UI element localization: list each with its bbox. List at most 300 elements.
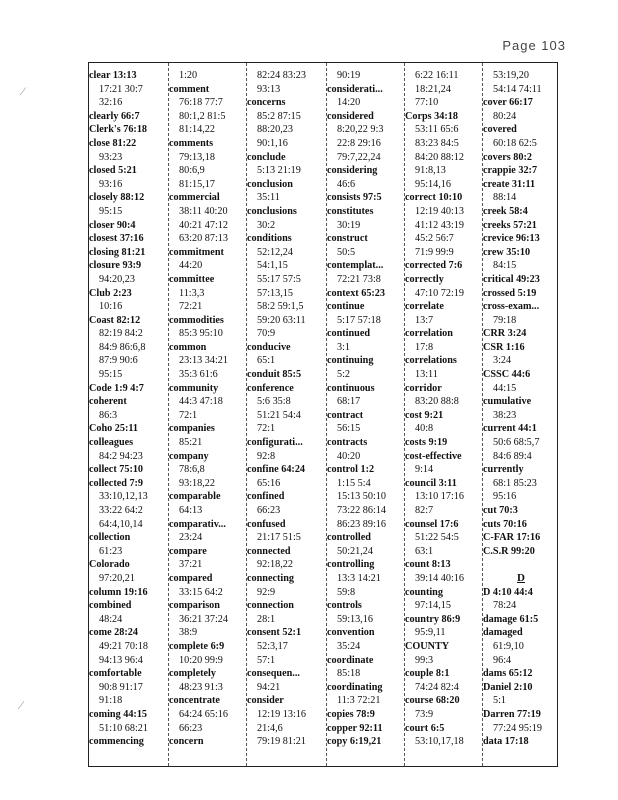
index-term: copper 92:11 — [327, 722, 383, 734]
index-term: continue — [327, 301, 365, 313]
index-term: cost 9:21 — [405, 409, 444, 421]
index-page-refs: 94:20,23 — [99, 273, 135, 285]
index-term: counsel 17:6 — [405, 518, 459, 530]
index-page-refs: 65:16 — [257, 477, 281, 489]
index-term: continuous — [327, 382, 375, 394]
index-term: conclude — [247, 151, 286, 163]
index-page-refs: 30:2 — [257, 219, 276, 231]
index-page-refs: 13:10 17:16 — [415, 491, 464, 503]
index-term: create 31:11 — [483, 178, 536, 190]
index-term: control 1:2 — [327, 464, 375, 476]
index-page-refs: 70:9 — [257, 328, 276, 340]
index-term: CRR 3:24 — [483, 328, 527, 340]
index-page-refs: 73:9 — [415, 708, 434, 720]
index-page-refs: 50:5 — [337, 246, 356, 258]
index-page-refs: 5:1 — [493, 695, 507, 707]
margin-scribble: ⁄ — [22, 84, 25, 98]
index-column-3 — [247, 63, 327, 766]
margin-scribble: ⁄ — [20, 698, 23, 712]
index-term: considering — [327, 165, 378, 177]
index-page-refs: 28:1 — [257, 613, 276, 625]
index-page-refs: 84:20 88:12 — [415, 151, 464, 163]
index-term: collected 7:9 — [89, 477, 144, 489]
index-page-refs: 44:3 47:18 — [179, 396, 223, 408]
index-term: creeks 57:21 — [483, 219, 537, 231]
index-term: counting — [405, 586, 443, 598]
index-page-refs: 79:13,18 — [179, 151, 215, 163]
index-page-refs: 99:3 — [415, 654, 434, 666]
index-page-refs: 64:4,10,14 — [99, 518, 143, 530]
index-page-refs: 12:19 13:16 — [257, 708, 306, 720]
index-page-refs: 86:23 89:16 — [337, 518, 386, 530]
index-page-refs: 90:19 — [337, 70, 361, 81]
index-term: C.S.R 99:20 — [483, 545, 535, 557]
index-page-refs: 32:16 — [99, 97, 123, 109]
index-page-refs: 95:9,11 — [415, 627, 446, 639]
index-page-refs: 87:9 90:6 — [99, 355, 138, 367]
index-page-refs: 83:20 88:8 — [415, 396, 459, 408]
index-page-refs: 61:9,10 — [493, 640, 524, 652]
index-term: coordinate — [327, 654, 374, 666]
index-page-refs: 11:3,3 — [179, 287, 205, 299]
index-page-refs: 97:14,15 — [415, 600, 451, 612]
index-page-refs: 14:20 — [337, 97, 361, 109]
index-spacer — [483, 558, 558, 572]
index-term: corrected 7:6 — [405, 260, 463, 272]
index-page-refs: 21:4,6 — [257, 722, 283, 734]
index-term: comparable — [169, 491, 221, 503]
index-term: currently — [483, 464, 524, 476]
index-page-refs: 92:9 — [257, 586, 276, 598]
index-page-refs: 63:20 87:13 — [179, 233, 228, 245]
index-term: crappie 32:7 — [483, 165, 538, 177]
index-term: country 86:9 — [405, 613, 461, 625]
index-page-refs: 18:21,24 — [415, 83, 451, 95]
index-page-refs: 57:13,15 — [257, 287, 293, 299]
index-page-refs: 40:8 — [415, 423, 434, 435]
index-term: conduit 85:5 — [247, 369, 302, 381]
index-term: connecting — [247, 572, 294, 584]
index-term: comments — [169, 137, 214, 149]
index-page-refs: 5:13 21:19 — [257, 165, 301, 177]
index-page-refs: 85:3 95:10 — [179, 328, 223, 340]
index-page-refs: 38:23 — [493, 409, 517, 421]
index-term: correct 10:10 — [405, 192, 463, 204]
index-term: cover 66:17 — [483, 97, 533, 109]
index-term: commencing — [89, 736, 144, 748]
index-term: conducive — [247, 341, 291, 353]
index-term: C-FAR 17:16 — [483, 532, 541, 544]
index-term: count 8:13 — [405, 559, 451, 571]
index-term: column 19:16 — [89, 586, 148, 598]
index-term: Clerk's 76:18 — [89, 124, 148, 136]
index-term: critical 49:23 — [483, 273, 540, 285]
index-term: comparativ... — [169, 518, 226, 530]
index-page-refs: 5:6 35:8 — [257, 396, 291, 408]
index-page-refs: 1:20 — [179, 70, 198, 81]
index-term: considered — [327, 110, 374, 122]
index-page-refs: 80:1,2 81:5 — [179, 110, 226, 122]
index-term: coordinating — [327, 681, 383, 693]
index-page-refs: 66:23 — [257, 505, 281, 516]
index-page-refs: 93:18,22 — [179, 477, 215, 489]
index-term: crew 35:10 — [483, 246, 531, 258]
index-page-refs: 68:1 85:23 — [493, 477, 537, 489]
index-term: completely — [169, 668, 216, 680]
index-page-refs: 66:23 — [179, 722, 203, 734]
index-term: compared — [169, 572, 213, 584]
index-term: compare — [169, 545, 207, 557]
index-page-refs: 74:24 82:4 — [415, 681, 459, 693]
index-page-refs: 8:20,22 9:3 — [337, 124, 384, 136]
index-term: constitutes — [327, 205, 374, 217]
index-page-refs: 40:21 47:12 — [179, 219, 228, 231]
index-page-refs: 72:21 — [179, 301, 203, 313]
index-term: connected — [247, 545, 291, 557]
index-term: copies 78:9 — [327, 708, 375, 720]
page-number: Page 103 — [502, 38, 566, 53]
index-page-refs: 52:12,24 — [257, 246, 293, 258]
index-term: companies — [169, 423, 215, 435]
index-page-refs: 92:8 — [257, 450, 276, 462]
index-term: copy 6:19,21 — [327, 736, 382, 748]
index-page-refs: 5:2 — [337, 369, 351, 381]
index-section-letter: D — [517, 571, 525, 584]
index-page-refs: 51:10 68:21 — [99, 722, 148, 734]
index-term: conclusions — [247, 205, 297, 217]
index-term: committee — [169, 273, 215, 285]
index-page-refs: 93:13 — [257, 83, 281, 95]
index-page-refs: 55:17 57:5 — [257, 273, 301, 285]
index-term: commodities — [169, 314, 224, 326]
index-page-refs: 96:4 — [493, 654, 512, 666]
index-term: contracts — [327, 437, 368, 449]
index-page-refs: 21:17 51:5 — [257, 532, 301, 544]
index-term: COUNTY — [405, 640, 450, 652]
index-page-refs: 38:11 40:20 — [179, 205, 228, 217]
index-term: cost-effective — [405, 450, 462, 462]
index-page-refs: 5:17 57:18 — [337, 314, 381, 326]
index-page-refs: 85:21 — [179, 437, 203, 449]
index-page-refs: 90:8 91:17 — [99, 681, 143, 693]
index-term: concerns — [247, 97, 286, 109]
index-page-refs: 61:23 — [99, 545, 123, 557]
index-term: cross-exam... — [483, 301, 540, 313]
index-page-refs: 44:20 — [179, 260, 203, 272]
index-page-refs: 80:24 — [493, 110, 517, 122]
index-term: CSSC 44:6 — [483, 369, 531, 381]
index-term: damaged — [483, 627, 523, 639]
index-term: confine 64:24 — [247, 464, 306, 476]
index-page-refs: 64:24 65:16 — [179, 708, 228, 720]
index-page-refs: 15:13 50:10 — [337, 491, 386, 503]
index-term: considerati... — [327, 83, 383, 95]
index-term: confused — [247, 518, 286, 530]
index-page-refs: 59:8 — [337, 586, 356, 598]
index-page-refs: 44:15 — [493, 382, 517, 394]
index-page-refs: 86:3 — [99, 409, 118, 421]
index-page-refs: 84:15 — [493, 260, 517, 272]
index-term: dams 65:12 — [483, 668, 533, 680]
index-term: complete 6:9 — [169, 640, 225, 652]
index-page-refs: 85:18 — [337, 668, 361, 680]
index-term: CSR 1:16 — [483, 341, 525, 353]
index-term: closely 88:12 — [89, 192, 145, 204]
index-page-refs: 54:14 74:11 — [493, 83, 542, 95]
index-page-refs: 88:14 — [493, 192, 517, 204]
index-page-refs: 65:1 — [257, 355, 276, 367]
index-page-refs: 13:3 14:21 — [337, 572, 381, 584]
index-term: creek 58:4 — [483, 205, 528, 217]
index-page-refs: 76:18 77:7 — [179, 97, 223, 109]
index-term: controls — [327, 600, 362, 612]
index-page-refs: 92:18,22 — [257, 559, 293, 571]
index-term: common — [169, 341, 207, 353]
index-term: commitment — [169, 246, 224, 258]
index-term: concern — [169, 736, 204, 748]
index-page-refs: 46:6 — [337, 178, 356, 190]
index-page-refs: 35:11 — [257, 192, 280, 204]
index-page-refs: 72:1 — [179, 409, 198, 421]
index-term: come 28:24 — [89, 627, 138, 639]
index-page-refs: 48:24 — [99, 613, 123, 625]
index-term: conference — [247, 382, 294, 394]
index-term: coherent — [89, 396, 127, 408]
index-column-5 — [405, 63, 483, 766]
index-term: consent 52:1 — [247, 627, 302, 639]
index-term: damage 61:5 — [483, 613, 539, 625]
index-term: community — [169, 382, 219, 394]
index-page-refs: 50:6 68:5,7 — [493, 437, 540, 449]
index-page-refs: 6:22 16:11 — [415, 70, 459, 81]
index-page-refs: 35:3 61:6 — [179, 369, 218, 381]
index-term: data 17:18 — [483, 736, 529, 748]
index-page-refs: 12:19 40:13 — [415, 205, 464, 217]
index-page-refs: 54:1,15 — [257, 260, 288, 272]
index-page-refs: 81:15,17 — [179, 178, 215, 190]
index-page-refs: 52:3,17 — [257, 640, 288, 652]
index-page-refs: 39:14 40:16 — [415, 572, 464, 584]
index-page-refs: 94:21 — [257, 681, 281, 693]
index-term: comfortable — [89, 668, 142, 680]
index-term: council 3:11 — [405, 477, 457, 489]
index-term: consists 97:5 — [327, 192, 382, 204]
index-page-refs: 80:6,9 — [179, 165, 205, 177]
index-page-refs: 59:20 63:11 — [257, 314, 306, 326]
index-page-refs: 33:15 64:2 — [179, 586, 223, 598]
index-page-refs: 23:13 34:21 — [179, 355, 228, 367]
index-page-refs: 68:17 — [337, 396, 361, 408]
index-term: consider — [247, 695, 284, 707]
index-term: comment — [169, 83, 210, 95]
index-page-refs: 3:24 — [493, 355, 512, 367]
index-term: closest 37:16 — [89, 233, 144, 245]
index-page-refs: 83:23 84:5 — [415, 137, 459, 149]
index-term: connection — [247, 600, 294, 612]
index-page-refs: 97:20,21 — [99, 572, 135, 584]
index-term: concentrate — [169, 695, 220, 707]
index-term: commercial — [169, 192, 220, 204]
index-page-refs: 63:1 — [415, 545, 434, 557]
index-term: crevice 96:13 — [483, 233, 540, 245]
index-page-refs: 37:21 — [179, 559, 203, 571]
index-page-refs: 91:18 — [99, 695, 123, 707]
index-page-refs: 49:21 70:18 — [99, 640, 148, 652]
index-term: configurati... — [247, 437, 303, 449]
index-page-refs: 1:15 5:4 — [337, 477, 371, 489]
index-term: Darren 77:19 — [483, 708, 541, 720]
index-term: convention — [327, 627, 375, 639]
index-page-refs: 13:7 — [415, 314, 434, 326]
index-term: confined — [247, 491, 285, 503]
index-page-refs: 53:11 65:6 — [415, 124, 459, 136]
index-page-refs: 50:21,24 — [337, 545, 373, 557]
index-page-refs: 73:22 86:14 — [337, 505, 386, 516]
index-term: continued — [327, 328, 371, 340]
index-page-refs: 64:13 — [179, 505, 203, 516]
index-term: crossed 5:19 — [483, 287, 537, 299]
index-page-refs: 58:2 59:1,5 — [257, 301, 304, 313]
index-page-refs: 33:22 64:2 — [99, 505, 143, 516]
index-term: closing 81:21 — [89, 246, 146, 258]
index-page-refs: 95:15 — [99, 369, 123, 381]
index-page-refs: 95:14,16 — [415, 178, 451, 190]
index-term: closer 90:4 — [89, 219, 136, 231]
index-page-refs: 59:13,16 — [337, 613, 373, 625]
index-page-refs: 77:10 — [415, 97, 439, 109]
index-term: Club 2:23 — [89, 287, 132, 299]
index-page-refs: 77:24 95:19 — [493, 722, 542, 734]
index-term: comparison — [169, 600, 220, 612]
index-page-refs: 47:10 72:19 — [415, 287, 464, 299]
index-page-refs: 85:2 87:15 — [257, 110, 301, 122]
index-term: controlling — [327, 559, 375, 571]
index-page-refs: 81:14,22 — [179, 124, 215, 136]
index-page-refs: 95:15 — [99, 205, 123, 217]
index-page-refs: 3:1 — [337, 341, 351, 353]
index-term: correctly — [405, 273, 444, 285]
index-page-refs: 88:20,23 — [257, 124, 293, 136]
index-page-refs: 84:9 86:6,8 — [99, 341, 146, 353]
index-term: close 81:22 — [89, 137, 137, 149]
index-page-refs: 38:9 — [179, 627, 198, 639]
index-term: covers 80:2 — [483, 151, 532, 163]
index-page-refs: 79:7,22,24 — [337, 151, 381, 163]
index-term: Daniel 2:10 — [483, 681, 533, 693]
index-page-refs: 51:21 54:4 — [257, 409, 301, 421]
index-term: cuts 70:16 — [483, 518, 527, 530]
index-term: current 44:1 — [483, 423, 537, 435]
index-term: course 68:20 — [405, 695, 460, 707]
index-page-refs: 45:2 56:7 — [415, 233, 454, 245]
index-term: combined — [89, 600, 132, 612]
index-term: correlation — [405, 328, 453, 340]
index-page-refs: 78:24 — [493, 600, 517, 612]
index-term: construct — [327, 233, 368, 245]
index-page-refs: 51:22 54:5 — [415, 532, 459, 544]
index-page-refs: 40:20 — [337, 450, 361, 462]
index-term: Coast 82:12 — [89, 314, 141, 326]
index-term: closure 93:9 — [89, 260, 142, 272]
index-page-refs: 72:1 — [257, 423, 276, 435]
index-term: continuing — [327, 355, 374, 367]
index-page-refs: 33:10,12,13 — [99, 491, 148, 503]
index-page-refs: 84:6 89:4 — [493, 450, 532, 462]
index-column-1 — [89, 63, 169, 766]
index-term: Coho 25:11 — [89, 423, 138, 435]
index-term: collection — [89, 532, 131, 544]
index-term: couple 8:1 — [405, 668, 450, 680]
index-term: collect 75:10 — [89, 464, 144, 476]
index-term: correlate — [405, 301, 444, 313]
index-term: conclusion — [247, 178, 293, 190]
index-page-refs: 82:19 84:2 — [99, 328, 143, 340]
index-page-refs: 11:3 72:21 — [337, 695, 381, 707]
index-term: court 6:5 — [405, 722, 445, 734]
index-term: costs 9:19 — [405, 437, 448, 449]
index-page-refs: 90:1,16 — [257, 137, 288, 149]
index-page-refs: 35:24 — [337, 640, 361, 652]
index-page-refs: 57:1 — [257, 654, 276, 666]
index-term: colleagues — [89, 437, 134, 449]
index-term: context 65:23 — [327, 287, 385, 299]
index-page-refs: 36:21 37:24 — [179, 613, 228, 625]
index-page-refs: 72:21 73:8 — [337, 273, 381, 285]
index-term: company — [169, 450, 209, 462]
index-page-refs: 23:24 — [179, 532, 203, 544]
index-term: Colorado — [89, 559, 130, 571]
index-page-refs: 78:6,8 — [179, 464, 205, 476]
index-page-refs: 79:19 81:21 — [257, 736, 306, 748]
index-column-4 — [327, 63, 405, 766]
index-term: Code 1:9 4:7 — [89, 382, 144, 394]
index-page-refs: 82:24 83:23 — [257, 70, 306, 81]
index-page-refs: 17:8 — [415, 341, 434, 353]
index-term: clear 13:13 — [89, 70, 137, 81]
index-page-refs: 91:8,13 — [415, 165, 446, 177]
index-page-refs: 79:18 — [493, 314, 517, 326]
index-term: contract — [327, 409, 364, 421]
index-term: conditions — [247, 233, 292, 245]
index-page-refs: 10:16 — [99, 301, 123, 313]
index-page-refs: 71:9 99:9 — [415, 246, 454, 258]
index-page-refs: 82:7 — [415, 505, 434, 516]
index-term: cumulative — [483, 396, 532, 408]
index-page-refs: 48:23 91:3 — [179, 681, 223, 693]
index-term: coming 44:15 — [89, 708, 148, 720]
index-page-refs: 53:10,17,18 — [415, 736, 464, 748]
index-term: controlled — [327, 532, 371, 544]
index-term: corridor — [405, 382, 442, 394]
index-term: Corps 34:18 — [405, 110, 458, 122]
index-term: consequen... — [247, 668, 300, 680]
index-page-refs: 60:18 62:5 — [493, 137, 537, 149]
index-page-refs: 95:16 — [493, 491, 517, 503]
index-column-2 — [169, 63, 247, 766]
index-page-refs: 94:13 96:4 — [99, 654, 143, 666]
index-table — [88, 62, 558, 767]
index-page-refs: 56:15 — [337, 423, 361, 435]
index-page-refs: 22:8 29:16 — [337, 137, 381, 149]
index-page-refs: 30:19 — [337, 219, 361, 231]
index-page-refs: 93:16 — [99, 178, 123, 190]
index-page-refs: 10:20 99:9 — [179, 654, 223, 666]
index-term: closed 5:21 — [89, 165, 137, 177]
index-term: clearly 66:7 — [89, 110, 140, 122]
index-page-refs: 17:21 30:7 — [99, 83, 143, 95]
index-term: D 4:10 44:4 — [483, 586, 533, 598]
index-page-refs: 53:19,20 — [493, 70, 529, 81]
